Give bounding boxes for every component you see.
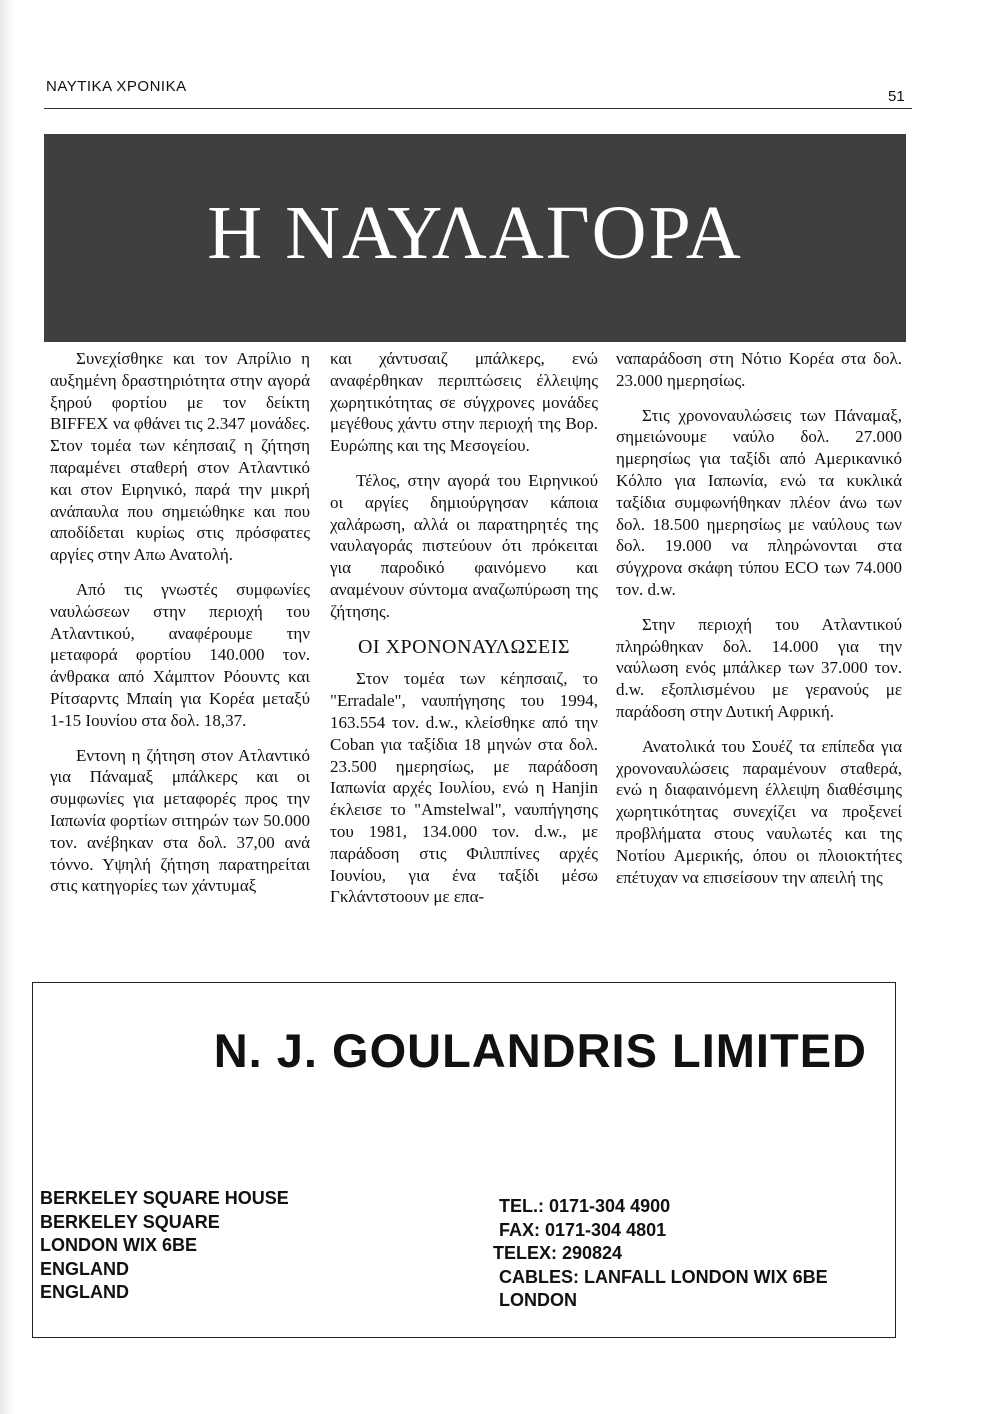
article-title: Η ΝΑΥΛΑΓΟΡΑ: [207, 190, 743, 275]
address-line: ENGLAND: [40, 1282, 129, 1302]
company-address: [40, 1187, 289, 1305]
address-line: BERKELEY SQUARE: [40, 1211, 220, 1232]
page-edge-shadow: [0, 0, 14, 1414]
article-column-3: [616, 348, 902, 901]
article-column-1: [50, 348, 310, 910]
paragraph: ναπαράδοση στη Νότιο Κορέα στα δολ. 23.000 ημερησίως.: [616, 349, 902, 390]
article-column-2: [330, 348, 598, 921]
paragraph: Στις χρονοναυλώσεις των Πάναμαξ, σημειώνουμε ναύλο δολ. 27.000 ημερησίως για ταξίδι από Αμερικανικό Κόλπο για Ιαπωνία, ενώ τα κυκλικά ταξίδια συμφωνήθηκαν πλέον άνω των δολ. 18.500 ημερησίως με ναύλους των δολ. 19.000 να πληρώνονται στα σύγχρονα σκάφη τύπου ECO των 74.000 τον. d.w.: [616, 405, 902, 599]
contact-line: LONDON: [499, 1290, 577, 1310]
paragraph: Ανατολικά του Σουέζ τα επίπεδα για χρονοναυλώσεις παραμένουν σταθερά, ενώ η διαφαινόμενη έλλειψη διαθέσιμης χωρητικότητας συνεχίζει να προξενεί προβλήματα στους ναυλωτές και της Νοτίου Αμερικής, όπου οι πλοιοκτήτες επέτυχαν να επισείσουν την απειλή της: [616, 736, 902, 887]
address-line: LONDON WIX 6BE: [40, 1235, 198, 1255]
paragraph: Στον τομέα των κέηπσαιζ, το "Erradale", ναυπήγησης του 1994, 163.554 τον. d.w., κλείσθηκε από την Coban για ταξίδια 18 μηνών στα δολ. 23.500 ημερησίως, με παράδοση Ιαπωνία αρχές Ιουλίου, ενώ η Hanjin έκλεισε το "Amstelwal", ναυπήγησης του 1981, 134.000 τον. d.w., με παράδοση στις Φιλιππίνες αρχές Ιουνίου, για ένα ταξίδι μέσω Γκλάντστοουν με επα-: [330, 669, 598, 907]
title-banner: [44, 134, 906, 342]
contact-line: TELEX: 290824: [493, 1243, 623, 1263]
section-heading: ΟΙ ΧΡΟΝΟΝΑΥΛΩΣΕΙΣ: [357, 635, 571, 658]
paragraph: Εντονη η ζήτηση στον Ατλαντικό για Πάναμαξ μπάλκερς και οι συμφωνίες για μεταφορές προς την Ιαπωνία φορτίων σιτηρών των 50.000 τον. ανέβηκαν στα δολ. 37,00 ανά τόννο. Υψηλή ζήτηση παρατηρείται στις κατηγορίες των χάντυμαξ: [50, 745, 310, 896]
contact-line: TEL.: 0171-304 4900: [499, 1196, 671, 1216]
paragraph: Στην περιοχή του Ατλαντικού πληρώθηκαν δολ. 14.000 για την ναύλωση ενός μπάλκερ των 37.000 τον. d.w. εξοπλισμένου με γερανούς με παράδοση στην Δυτική Αφρική.: [616, 614, 902, 721]
company-name: N. J. GOULANDRIS LIMITED: [213, 1024, 867, 1077]
header-rule: [44, 108, 912, 109]
contact-line: FAX: 0171-304 4801: [499, 1219, 667, 1240]
contact-line: CABLES: LANFALL LONDON WIX 6BE: [499, 1266, 828, 1287]
paragraph: Από τις γνωστές συμφωνίες ναυλώσεων στην περιοχή του Ατλαντικού, αναφέρουμε την μεταφορά φορτίου 140.000 τον. άνθρακα από Χάμπτον Ρόουντς και Ρίτσαρντς Μπαίη για Κορέα μεταξύ 1-15 Ιουνίου στα δολ. 18,37.: [50, 579, 310, 730]
advertisement-box: [32, 982, 896, 1338]
address-line: ENGLAND: [40, 1258, 129, 1279]
page-number: 51: [888, 88, 905, 105]
company-contact: [493, 1195, 828, 1313]
paragraph: και χάντυσαιζ μπάλκερς, ενώ αναφέρθηκαν περιπτώσεις έλλειψης χωρητικότητας σε σύγχρονες μονάδες μεγέθους χάντυ στην περιοχή της Βορ. Ευρώπης και της Μεσογείου.: [330, 349, 598, 456]
address-line: BERKELEY SQUARE HOUSE: [40, 1188, 289, 1208]
paragraph: Συνεχίσθηκε και τον Απρίλιο η αυξημένη δραστηριότητα στην αγορά ξηρού φορτίου με τον δείκτη BIFFEX να φθάνει τις 2.347 μονάδες. Στον τομέα των κέηπσαιζ η ζήτηση παραμένει σταθερή στον Ατλαντικό και στον Ειρηνικό, παρά την μικρή ανάπαυλα που σημειώθηκε και που αποδίδεται κυρίως στις πρόσφατες αργίες στην Απω Ανατολή.: [50, 349, 310, 565]
running-head: ΝΑΥΤΙΚΑ ΧΡΟΝΙΚΑ: [46, 78, 187, 95]
paragraph: Τέλος, στην αγορά του Ειρηνικού οι αργίες δημιούργησαν κάποια χαλάρωση, αλλά οι παρατηρητές της ναυλαγοράς πιστεύουν ότι πρόκειται για παροδικό φαινόμενο και αναμένουν σύντομα αναζωπύρωση της ζήτησης.: [330, 470, 598, 621]
